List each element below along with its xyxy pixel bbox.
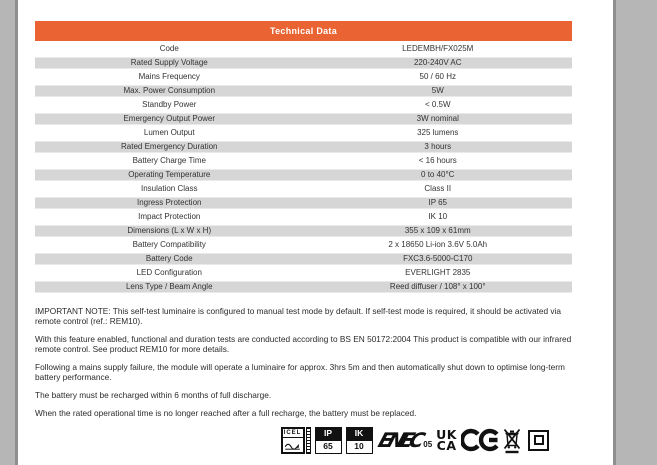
spec-label: Impact Protection <box>138 212 201 221</box>
spec-value: < 16 hours <box>418 156 457 165</box>
spec-label: LED Configuration <box>136 268 202 277</box>
table-row <box>35 84 572 98</box>
spec-value: 355 x 109 x 61mm <box>404 226 471 235</box>
spec-value: 50 / 60 Hz <box>419 72 456 81</box>
note-paragraph: With this feature enabled, functional and duration tests are conducted according to BS EN 50172:2004 This product is compatible with our infrared remote control. See product REM10 for more details. <box>35 333 572 354</box>
note-paragraph: The battery must be recharged within 6 months of full discharge. <box>35 389 272 400</box>
spec-label: Code <box>159 44 179 53</box>
enec-letters: ENEC <box>374 427 424 452</box>
class2-double-insulation-icon <box>528 430 549 451</box>
table-row <box>35 42 572 56</box>
icel-label: ICEL <box>283 429 303 438</box>
spec-label: Dimensions (L x W x H) <box>127 226 212 235</box>
weee-bin-icon <box>503 426 521 454</box>
icel-side-strip <box>306 427 311 454</box>
spec-label: Insulation Class <box>141 184 198 193</box>
ukca-line2: CA <box>436 438 457 453</box>
important-note: IMPORTANT NOTE: This self-test luminaire is configured to manual test mode by default. If self-test mode is required, it should be activated via remote control (ref.: REM10). <box>35 306 562 326</box>
table-row <box>35 224 572 238</box>
table-row <box>35 112 572 126</box>
spec-value: 5W <box>431 86 444 95</box>
ce-mark-icon <box>461 427 499 453</box>
spec-value: IP 65 <box>428 198 448 207</box>
icel-membership-icon <box>281 427 311 454</box>
spec-label: Battery Compatibility <box>132 240 206 249</box>
icel-wave-glyph <box>284 438 302 452</box>
spec-label: Lumen Output <box>143 128 195 137</box>
spec-label: Max. Power Consumption <box>123 86 216 95</box>
spec-label: Battery Charge Time <box>132 156 206 165</box>
spec-value: 0 to 40°C <box>421 170 455 179</box>
table-row <box>35 140 572 154</box>
table-row <box>35 280 572 294</box>
spec-value: 2 x 18650 Li-ion 3.6V 5.0Ah <box>388 240 488 249</box>
technical-data-table <box>35 42 572 294</box>
spec-label: Mains Frequency <box>138 72 200 81</box>
spec-label: Rated Supply Voltage <box>130 58 208 67</box>
ukca-mark-icon <box>436 429 457 451</box>
spec-label: Battery Code <box>145 254 193 263</box>
inner-square <box>534 435 544 445</box>
spec-value: IK 10 <box>428 212 448 221</box>
table-row <box>35 70 572 84</box>
spec-value: 325 lumens <box>417 128 459 137</box>
table-row <box>35 154 572 168</box>
certification-icons-row <box>35 424 549 456</box>
spec-value: EVERLIGHT 2835 <box>405 268 471 277</box>
table-row <box>35 126 572 140</box>
ip-value: 65 <box>316 440 341 453</box>
spec-value: 220-240V AC <box>413 58 462 67</box>
ik-label: IK <box>347 428 372 440</box>
table-header: Technical Data <box>35 21 572 41</box>
spec-label: Lens Type / Beam Angle <box>125 282 213 291</box>
spec-value: LEDEMBH/FX025M <box>402 44 474 53</box>
spec-label: Ingress Protection <box>137 198 202 207</box>
spec-label: Emergency Output Power <box>123 114 216 123</box>
ik10-rating-icon <box>346 427 373 454</box>
table-row <box>35 210 572 224</box>
table-row <box>35 196 572 210</box>
ip65-rating-icon <box>315 427 342 454</box>
table-row <box>35 56 572 70</box>
icel-logo-box <box>281 427 305 454</box>
spec-value: Class II <box>424 184 452 193</box>
table-row <box>35 168 572 182</box>
table-row <box>35 182 572 196</box>
table-row <box>35 266 572 280</box>
spec-label: Operating Temperature <box>128 170 211 179</box>
enec-year: 05 <box>423 439 433 449</box>
ukca-line1: UK <box>436 427 457 442</box>
spec-value: 3 hours <box>424 142 452 151</box>
note-paragraph: Following a mains supply failure, the module will operate a luminaire for approx. 3hrs 5m and then automatically shut down to optimise long-term battery performance. <box>35 361 565 382</box>
table-row <box>35 238 572 252</box>
note-paragraph: When the rated operational time is no longer reached after a full recharge, the battery must be replaced. <box>35 407 417 418</box>
spec-label: Standby Power <box>142 100 197 109</box>
spec-value: 3W nominal <box>416 114 459 123</box>
spec-value: Reed diffuser / 108° x 100° <box>389 282 486 291</box>
spec-value: < 0.5W <box>424 100 451 109</box>
spec-value: FXC3.6-5000-C170 <box>403 254 473 263</box>
table-row <box>35 98 572 112</box>
spec-label: Rated Emergency Duration <box>121 142 218 151</box>
ik-value: 10 <box>347 440 372 453</box>
table-row <box>35 252 572 266</box>
ip-label: IP <box>316 428 341 440</box>
notes-section <box>35 307 572 427</box>
enec-mark-icon <box>374 427 433 454</box>
